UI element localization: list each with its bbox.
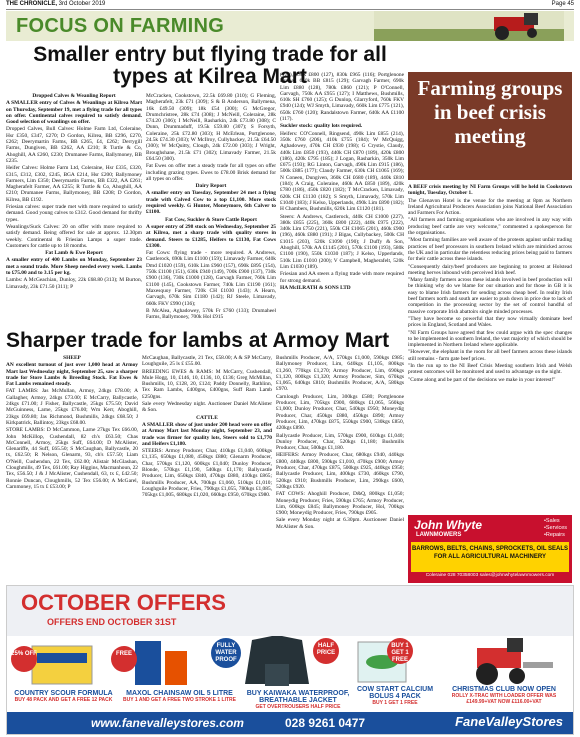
sidebar-text <box>408 184 572 512</box>
badge-25-off: 25% OFF <box>11 646 37 672</box>
article-paragraph: Fat Lamb & Ewe Report <box>45 250 103 257</box>
article-paragraph: FAT COWS: Ahoghill Producer, D&Q, 800kgs £1,050; Moneydig Producer, Fries, 590kgs £765; Armoy Producer, Lim, 600kgs £845; Ballymoney Producer, Hol, 700kgs £900; Moneydig Producer, Fries, 790kgs £905. <box>276 491 404 517</box>
article-paragraph: "NI Farm Groups have agreed that few could argue with the spec changes to be implemented in southern Ireland, the vast majority of which should be implemented in Northern Ireland where applicable. <box>408 329 572 349</box>
fanevalley-advert[interactable] <box>6 585 574 735</box>
jacket-image <box>237 634 317 690</box>
article-paragraph: The Glenavon Hotel is the venue for the meeting at 8pm as Northern Ireland Agricultural Producers Association joins National Beef Association and Farmers For Action. <box>408 197 572 217</box>
product-name: MAXOL CHAINSAW OIL 5 LITRE <box>126 690 233 697</box>
section-banner <box>6 11 574 41</box>
article-paragraph: McCaughan, Ballycastle, 21 Tex, £58.00; A & SP McCarry, Loughguile, 25 ls £ £55.00. <box>142 355 272 368</box>
fanevalley-header <box>7 586 573 636</box>
product-name: COUNTRY SCOUR FORMULA <box>14 690 113 697</box>
sidebar-headline: Farming groups in beef crisis meeting <box>408 72 572 180</box>
product-christmas-club <box>439 686 569 705</box>
article-paragraph: Carnlough Producer, Lim, 300kgs £580; Portglenone Producer, Lim, 705kgs £900, 680kgs £1,065, 560kgs £1,000; Dunloy Producer, Char, 540kgs £950; Moneydig Producer, Char, 450kgs £880, 450kgs £890; Armoy Producer, Lim, 470kgs £875, 550kgs £900, 530kgs £850, 420kgs £890. <box>276 393 404 432</box>
fanevalley-subtitle: OFFERS END OCTOBER 31ST <box>47 617 177 627</box>
article-paragraph: A SMALLER show of just under 200 head were on offer at Armoy Mart last Monday night, September 23, and trade was firmer for quality lots, Steers sold to £1,770 and Heifers £1,180. <box>142 421 272 447</box>
article-paragraph: Ballycastle Producer, Lim, 570kgs £900, 610kgs £1,040; Dunloy Producer, Char, 520kgs £1,180; Bushmills Producer, Char, 500kgs £1,180. <box>276 432 404 452</box>
article-paragraph: "Many family farmers across these islands involved in beef production will be thinking why do we blame for our situation and for those in GB it is easy to blame Irish farmers for sending across cheap beef. In reality Irish beef farmers north and south are easier to push down in price due to lack of competition in the processing sector by the set of control handful of massive corporate Irish abattoirs single minded processes. <box>408 277 572 315</box>
page-number: Page 45 <box>551 1 574 7</box>
article-paragraph: "Consequently dairy/beef producers are beginning to protest at Holstead meeting herves inbound with perceived Irish beef. <box>408 263 572 276</box>
article-paragraph: Fat Ewes on offer met a steady trade for all types on offer including grazing types. Ewes to £78.00 Brisk demand for all types on offer. <box>146 163 276 182</box>
article-paragraph: "Most farming families are well aware of the protests against unfair trading practices of beef processors in southern Ireland which are mimicked across the UK and in particular the relentless reducing prices being paid to farmers for their cattle across these islands. <box>408 237 572 263</box>
badge-buy-one-get-one: BUY 1 GET 1 FREE <box>387 638 413 664</box>
article-paragraph: Fat Cow, Suckler & Store Cattle Report <box>165 216 257 223</box>
johnwhyte-products: BARROWS, BELTS, CHAINS, SPROCKETS, OIL SEALS FOR ALL AGRICULTURAL MACHINERY <box>411 542 569 572</box>
article-paragraph: Friesian calves: super trade met with more required to satisfy demand. Good young calves to £312. Good demand for thrifty types. <box>6 204 142 223</box>
article2-column-1 <box>6 355 138 583</box>
product-offer: BUY 1 GET 1 FREE <box>372 700 418 706</box>
product-name: BUY KAIWAKA WATERPROOF, BREATHABLE JACKET <box>246 690 350 704</box>
article-paragraph: STORE LAMBS: D McCammon, Larne 27kgs Tex £66.00, John McKillop, Cushendall, 82 ch's £63.50; Chas McConnell, Armoy, 25kgs Suff, £64.00; D McAlister, Glenariffe, 44 Suff, £65.50; S McCaughan, Ballycastle, 20 tx, £62.50; R Nelson, Glenarm, 93, ch's £57.50; Liam O'Neill, Cushendun, 22 Tex, £62.00; Alistair McGlashan, Cloughmills, 49 Tex, £61.00; Ray Higgins, Macmanhoun, 22 Tex, £56.50; J & J McAlister, Cushendall, 63, tx £, £42.50; Ronnie Duncan, Cloughmills, 52 Tex £56.00; A McGarel, Carnmoney, 15 tx £ £53.00; P <box>6 427 138 490</box>
article-paragraph: Dropped Calves & Weanling Report <box>32 93 116 99</box>
article-paragraph: STEERS: Armoy Producer, Char, 410kgs £1,040, 600kgs £1,135, 650kgs £1,080, 450kgs £880; Glenarm Producer, Char, 570kgs £1,120, 600kgs £1,040; Dunloy Producer, Blonde, 570kgs £1,190, 540kgs £1,170; Ballycastle Producer, Lim, 650kgs £840, 470kgs £880, 410kgs £865; Bushmills Producer, AA, 700kgs £1,060, 510kgs £1,010; Loughguile Producer, Fries, 790kgs £1,055, 780kgs £1,085, 705kgs £1,005, 680kgs £1,020, 660kgs £950, 670kgs £980. <box>142 448 272 499</box>
product-calcium-bolus <box>353 686 437 706</box>
badge-free: FREE <box>111 646 137 672</box>
product-offer: GET OVERTROUSERS HALF PRICE <box>255 704 341 710</box>
article-paragraph: Dropped Calves, Bull Calves: Holme Farm Ltd, Coleraine, Hsr £350, £347, £270; D Gordon, Kilrea, BB £296, £270, £262; Deerymartin Farms, BB £265, £4, £262; Derrygill Farms, Dungiven, BB £262, AA £210; R Turtle & Co, Ahoghill, AA £260, £230; Drumanee Farms, Ballymoney, BB £235. <box>6 126 142 164</box>
fanevalley-phone: 028 9261 0477 <box>285 716 366 730</box>
fanevalley-footer <box>7 712 573 734</box>
chainsaw-oil-image <box>127 636 197 686</box>
article2-column-2 <box>142 355 272 583</box>
product-offer: BUY 1 AND GET A FREE TWO STROKE 1 LITRE <box>123 697 236 703</box>
article-paragraph: Dairy Report <box>195 183 227 190</box>
article-paragraph: Bushmills Producer, A/A, 570kgs £1,000, 590kgs £985; Ballymoney Producer, Lim, 640kgs £1,105, 800kgs £1,260, 770kgs £1,270; Armoy Producer, Lim, 690kgs £1,120, 800kgs £1,320; Armoy Producer, Sim, 670kgs £1,065, 640kgs £810; Bushmills Producer, A/A, 580kgs £970. <box>276 355 404 393</box>
article2-column-3 <box>276 355 404 583</box>
article-paragraph: HEIFERS: Armoy Producer, Char, 680kgs £940, 440kgs £800, 440kgs £800, 590kgs £1,010, 470kgs £900; Armoy Producer, Char, 470kgs £875, 500kgs £925, 440kgs £950; Ballycastle Producer, Lim, 400kgs £730, 460kgs £790, 520kgs £910; Bushmills Producer, Lim, 290kgs £600, 520kgs £920. <box>276 452 404 490</box>
rolly-tractor-image <box>457 634 557 689</box>
paper-name: THE CHRONICLE, <box>6 1 57 7</box>
johnwhyte-name: John Whyte <box>414 518 482 532</box>
article-paragraph: BREEDING EWES & RAMS: M McCarry, Cushendall, Mule Hogg, 10, £146, 10, £136, 10, £136; Greg McMillan, Bushmills, 10, £128, 20, £124; Paddy Donnelly, Rathlinn, Tex Ram Lambs, £400gns, £400gns, Suff Ram Lamb £250gns. <box>142 368 272 400</box>
fanevalley-logo: FaneValleyStores <box>455 714 563 729</box>
masthead <box>6 1 574 10</box>
article-paragraph: FAT LAMBS: Jas McMullan, Armoy, 24kgs £78.00; A Gallagher, Armoy, 24kgs £73.00; E McCarry, Ballycastle, 24kgs £71.00; J Fisher, Ballycastle, 25kgs £75.50; David McGuinness, Larne, 25kgs £76.00; Wm Kerr, Aboghill, 23kgs £69.80; Jas Richmond, Bushmills, 24kgs £68.50; J Kirkpatrick, Ballintoy, 23kgs £68.00. <box>6 388 138 426</box>
fanevalley-title: OCTOBER OFFERS <box>21 590 226 615</box>
article-paragraph: A BEEF crisis meeting by NI Farm Groups will be held in Cookstown tonight, Tuesday, October 1. <box>408 184 572 197</box>
article1-column-2 <box>146 93 276 325</box>
johnwhyte-subtitle: LAWNMOWERS <box>416 532 462 538</box>
article1-column-1 <box>6 93 142 325</box>
article-paragraph: SHEEP <box>63 355 81 361</box>
article-paragraph: Friesian and AA steers a flying trade with more required for strong demand. <box>280 271 404 284</box>
article-paragraph: Sale every Wednesday night. Auctioneer Daniel McAlister & Son. <box>142 401 272 414</box>
article-paragraph: AN excellent turnout of just over 1,000 head at Armoy Mart last Wednesday night, September 25, saw a sharper trade for Store Lambs & Breeding Stock. Fat Ewes & Fat Lambs remained steady. <box>6 362 138 388</box>
product-name: COW START CALCIUM BOLUS 4 PACK <box>356 686 434 700</box>
scour-formula-image <box>27 641 97 686</box>
product-offer: BUY 48 PACK AND GET A FREE 12 PACK <box>14 697 113 703</box>
section-title: FOCUS ON FARMING <box>16 15 225 37</box>
article-paragraph: Suckler stock: quality lots required. <box>280 123 363 130</box>
article-paragraph: HA McILRATH & SONS LTD <box>280 284 351 291</box>
article-paragraph: A smaller entry of 400 Lambs on Monday, September 23 met a sound trade. More Sheep needed every week. Lambs to £75.00 and to 3.15 per kg. <box>6 257 142 277</box>
article-paragraph: CATTLE <box>196 414 218 421</box>
article1-column-3 <box>280 72 404 325</box>
article-paragraph: Weanlings/Suck Calves: 20 on offer with more required to satisfy demand. Being offered for sale at approx. 12.30pm weekly. Continental & Friesian Lamps a super trade. Customers for cattle up to 18 months. <box>6 223 142 249</box>
product-scour-formula <box>11 690 116 703</box>
article-paragraph: "They have become so powerful that they now virtually dominate beef prices in England, Scotland and Wales. <box>408 315 572 329</box>
service-item: •Services <box>543 525 567 531</box>
product-name: CHRISTMAS CLUB NOW OPEN <box>452 686 556 693</box>
johnwhyte-contact: Coleraine 028 70358003 sales@johnwhytelawnmowers.com <box>425 573 555 578</box>
article-paragraph: "In the run up to the NI Beef Crisis Meeting southern Irish and Welsh protest outcomes will be monitored and used to advantage on the night. <box>408 363 572 376</box>
johnwhyte-services <box>544 518 567 539</box>
article-paragraph: McCracken, Cookstown, 22.5k £69.80 (310); G Fleming, Magherafelt, 23k £71 (309); S & B Anderson, Ballymena, 16k £49.50 (309); 18k £54 (300); G McGregor, Drumchristree, 28k £74 (308); J McNeill, Coleraine, 28k £74.20 (306); I McNeill, Rasharkin, 24k £73.80 (308); C Dunn, Drummaduff, 19.5k £59.80 (307); S Forsyth, Coleraine, 25k £72.80 (303); H McErlean, Portglenone, 24.5k £74.30 (303); W McIlroy, Cullybackey, 21.5k £64.50 (300); W McQuitty, Clough, 24k £72.00 (303); J Wright, Broughshane, 21.5k £71 (302); Limavady Farmer, 21.5k £64.50 (300). <box>146 93 276 162</box>
badge-half-price: HALF PRICE <box>313 638 339 664</box>
service-item: •Sales <box>543 518 560 524</box>
article-paragraph: B McAlea, Aghadowey, 570k Fr £760 (133); Drumaheel Farms, Ballymoney, 700k Hol £915 <box>146 307 276 321</box>
issue-date: 3rd October 2019 <box>58 1 106 7</box>
article-paragraph: "Come along and be part of the decisions we make in your interest!" <box>408 376 556 383</box>
article1-headline: Smaller entry but flying trade for all types at Kilrea Mart <box>33 43 387 88</box>
article2-headline: Sharper trade for lambs at Armoy Mart <box>6 329 390 352</box>
product-offer: ROLLY X-TRAC WITH LOADER OFFER WAS £149.99+VAT NOW £116.00+VAT <box>451 693 557 705</box>
article-paragraph: "All farmers and farming organisations who are involved in any way with producing beef cattle are very welcome," commented a spokesperson for the organisations. <box>408 217 572 237</box>
article-paragraph: Steers: A Andrews, Castlerock, 440k CH £1000 (227), 380k £855 (225), 360k £800 (222), 440k £975 (222), 340k Lim £750 (221), 550k CH £1065 (201), 460k £900 (196), 460k £880 (191); J Bigas, Cullybackey, 500k CH £1015 (203), 520k £1090 (190); J Duffy & Son, Ahoghill, 570k AA £1145 (201), 570k £1100 (193), 580k £1100 (190), 550k £1030 (187); J Kelso, Upperlands, 510k Lim £1010 (200); V Campbell, Magherafelt, 520k Lim £1030 (189). <box>280 213 404 270</box>
article-paragraph: Heifers: CO'Connell, Ringsend, 490k Lim £855 (214), 350k £760 (206), 410k £755 (184); W McQuigg, Aghadowey, 470k CH £930 (198); G Crystie, Claudy, 440k Lim £850 (193), 440k CH £870 (189), 420k £800 (186), 420k £795 (185); J Logan, Rasharkin, 350k Lim £675 (193); RG Linton, Garvagh, 490k Lim £915 (186), 500k £885 (177); Claudy Farmer, 630k CH £1065 (169); N Coneen, Dungiven, 360k CH £680 (189), 440k £810 (184); A Craig, Coleraine, 460k AA £850 (189), 420k £780 (186), 450k £820 (182); T McCracken, Limavady, 620k CH £1130 (182); S Smyth, Limavady, 570k Lim £1040 (183); J Kelso, Upperlands, 490k Lim £890 (182); H Chambers, Bushmills, 620k Lim £1120 (181). <box>280 130 404 213</box>
product-chainsaw-oil <box>117 690 242 703</box>
article-paragraph: A super entry of 298 stock on Wednesday, September 25 at Kilrea, met a sharp trade with quality stores in demand. Steers to £1285, Heifers to £1130, Fat Cows £1300. <box>146 223 276 249</box>
article-paragraph: A smaller entry on Tuesday, September 24 met a flying trade with Calved Cow to a top £1,100. More stock required weekly. G Hunter, Moneymore, 6th Calver to £1100. <box>146 190 276 216</box>
article-paragraph: "However, the elephant in the room for all beef farmers across these islands still remains - farm gate beef prices. <box>408 349 572 362</box>
article-paragraph: Lambs: A McGeachian, Dunloy, 22k £68.80 (313); M Burton, Limavady, 23k £71.50 (311); P <box>6 277 142 290</box>
product-jacket <box>243 690 353 710</box>
article-paragraph: Sale every Monday night at 6.30pm. Auctioneer Daniel McAlister & Son. <box>276 517 404 530</box>
johnwhyte-advert[interactable] <box>408 515 572 583</box>
fanevalley-website-link[interactable]: www.fanevalleystores.com <box>91 716 244 730</box>
article-paragraph: Fat Cows: flying trade - more required. A Andrews, Castlerock, 690k Lim £1100 (159); Limavady Farmer, 640k Dmd £1020 (159), 610k Lim £960 (157), 690k £895 (154), 750k £1100 (151), 630k £940 (149), 700k £900 (137), 730k £900 (136), 730k £1000 (128), Garvagh Farmer, 760k Lim £1100 (145), Cookstown Farmer, 740k Lim £1190 (161); Maxesquoy Farmer, 720k CH £1030 (143); A Hearn, Garvagh, 670k Sim £1180 (142); RJ Steele, Limavady, 660k FKV £990 (136); <box>146 250 276 307</box>
article-paragraph: (129), 630k £800 (127), 830k £965 (116); Portglenone Farmer, 650k BB £815 (129); Garvagh Farmer, 690k Lim £880 (128), 780k £860 (121); P O'Connell, Garvagh, 750k AA £955 (127); I Matthews, Bushmills, 610k SH £760 (125); G Dunlop, Glarryford, 760k FKV £940 (124); WJ Smyth, Limavady, 660k Lim £775 (121), 650k £760 (120); Randalstown Farmer, 640k AA £1100 (117). <box>280 72 404 123</box>
tractor-banner-image <box>374 11 564 41</box>
badge-waterproof: FULLY WATER PROOF <box>211 638 241 668</box>
article-paragraph: A SMALLER entry of Calves & Weanlings at Kilrea Mart on Thursday, September 19, met a flying trade for all types on offer. Continental calves required to satisfy demand. Good selection of weanlings on offer. <box>6 100 142 126</box>
article-paragraph: Heifer Calves: Holme Farm Ltd, Coleraine, Hsr £335, £320, £315, £312, £302, £245, BGA £214, Hsr £200; Ballymoney Farmers, Lim £350; Deerymartin Farms, BB £322, AA £261; Magherafelt Farmer, AA £255; R Turtle & Co, Ahoghill, AA £210; Drumanee Farms, Ballymoney, BB £208; D Gordon, Kilrea, BB £192. <box>6 165 142 203</box>
service-item: •Repairs <box>543 532 565 538</box>
